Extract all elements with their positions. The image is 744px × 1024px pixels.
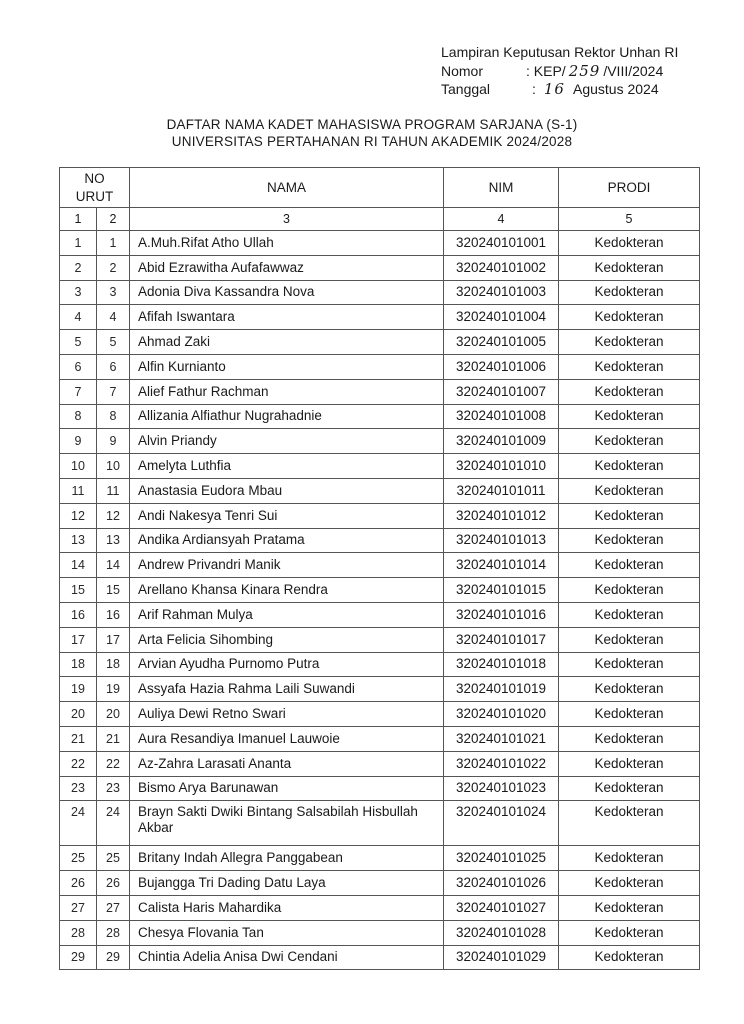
row-nim: 320240101024	[444, 801, 559, 846]
tanggal-colon: :	[532, 81, 536, 97]
row-number: 19	[60, 677, 97, 702]
index-cell: 2	[97, 208, 130, 231]
row-nama: Alief Fathur Rachman	[130, 379, 444, 404]
table-row	[60, 478, 700, 503]
decree-title-line: Lampiran Keputusan Rektor Unhan RI	[441, 44, 679, 60]
row-prodi: Kedokteran	[559, 945, 700, 970]
row-nim: 320240101009	[444, 429, 559, 454]
row-nama: Arellano Khansa Kinara Rendra	[130, 578, 444, 603]
row-urut: 28	[97, 920, 130, 945]
row-nama: Aura Resandiya Imanuel Lauwoie	[130, 726, 444, 751]
row-nama: Britany Indah Allegra Panggabean	[130, 846, 444, 871]
row-nim: 320240101018	[444, 652, 559, 677]
row-nim: 320240101011	[444, 478, 559, 503]
table-row	[60, 726, 700, 751]
index-cell: 3	[130, 208, 444, 231]
row-number: 21	[60, 726, 97, 751]
row-nim: 320240101006	[444, 354, 559, 379]
row-urut: 27	[97, 895, 130, 920]
row-nama: Andi Nakesya Tenri Sui	[130, 503, 444, 528]
row-nama: Arta Felicia Sihombing	[130, 627, 444, 652]
table-row	[60, 503, 700, 528]
row-prodi: Kedokteran	[559, 478, 700, 503]
table-row	[60, 553, 700, 578]
table-row	[60, 801, 700, 846]
row-urut: 18	[97, 652, 130, 677]
nomor-suffix: /VIII/2024	[603, 62, 664, 79]
row-urut: 4	[97, 305, 130, 330]
row-prodi: Kedokteran	[559, 553, 700, 578]
title-line-2: UNIVERSITAS PERTAHANAN RI TAHUN AKADEMIK 2024/2028	[171, 133, 573, 149]
table-row	[60, 846, 700, 871]
row-prodi: Kedokteran	[559, 871, 700, 896]
row-nim: 320240101028	[444, 920, 559, 945]
row-urut: 16	[97, 602, 130, 627]
row-prodi: Kedokteran	[559, 801, 700, 846]
row-nim: 320240101012	[444, 503, 559, 528]
row-urut: 17	[97, 627, 130, 652]
row-prodi: Kedokteran	[559, 231, 700, 256]
row-nama: Andrew Privandri Manik	[130, 553, 444, 578]
header-prodi: PRODI	[559, 168, 700, 208]
row-prodi: Kedokteran	[559, 404, 700, 429]
title-line-1: DAFTAR NAMA KADET MAHASISWA PROGRAM SARJANA (S-1)	[166, 117, 578, 132]
table-row	[60, 652, 700, 677]
row-number: 11	[60, 478, 97, 503]
table-row	[60, 354, 700, 379]
row-nim: 320240101005	[444, 330, 559, 355]
row-nim: 320240101001	[444, 231, 559, 256]
row-urut: 24	[97, 801, 130, 846]
row-nama: Abid Ezrawitha Aufafawwaz	[130, 255, 444, 280]
row-number: 5	[60, 330, 97, 355]
row-nama: Auliya Dewi Retno Swari	[130, 702, 444, 727]
row-nama: Calista Haris Mahardika	[130, 895, 444, 920]
row-nama: Arvian Ayudha Purnomo Putra	[130, 652, 444, 677]
tanggal-handwritten: 16	[543, 80, 565, 98]
row-urut: 2	[97, 255, 130, 280]
nomor-row	[441, 62, 678, 81]
row-urut: 23	[97, 776, 130, 801]
row-prodi: Kedokteran	[559, 379, 700, 404]
row-number: 3	[60, 280, 97, 305]
tanggal-rest: Agustus 2024	[572, 81, 659, 97]
row-urut: 25	[97, 846, 130, 871]
table-row	[60, 920, 700, 945]
row-nim: 320240101029	[444, 945, 559, 970]
table-row	[60, 776, 700, 801]
table-row	[60, 305, 700, 330]
row-nim: 320240101021	[444, 726, 559, 751]
row-number: 18	[60, 652, 97, 677]
table-header-row	[60, 168, 700, 208]
document-title	[0, 117, 744, 150]
row-nim: 320240101016	[444, 602, 559, 627]
row-nama: Ahmad Zaki	[130, 330, 444, 355]
row-prodi: Kedokteran	[559, 846, 700, 871]
row-number: 1	[60, 231, 97, 256]
row-nim: 320240101025	[444, 846, 559, 871]
table-row	[60, 528, 700, 553]
row-nim: 320240101022	[444, 751, 559, 776]
row-nama: Brayn Sakti Dwiki Bintang Salsabilah Hisbullah Akbar	[130, 801, 444, 846]
table-index-row	[60, 208, 700, 231]
row-urut: 12	[97, 503, 130, 528]
table-row	[60, 702, 700, 727]
row-nama: Arif Rahman Mulya	[130, 602, 444, 627]
table-row	[60, 871, 700, 896]
row-prodi: Kedokteran	[559, 751, 700, 776]
row-number: 24	[60, 801, 97, 846]
row-prodi: Kedokteran	[559, 305, 700, 330]
row-number: 9	[60, 429, 97, 454]
row-urut: 8	[97, 404, 130, 429]
table-row	[60, 578, 700, 603]
row-nim: 320240101014	[444, 553, 559, 578]
row-number: 20	[60, 702, 97, 727]
row-urut: 6	[97, 354, 130, 379]
row-number: 4	[60, 305, 97, 330]
row-number: 10	[60, 454, 97, 479]
row-nama: Anastasia Eudora Mbau	[130, 478, 444, 503]
table-row	[60, 454, 700, 479]
row-nim: 320240101019	[444, 677, 559, 702]
row-nama: A.Muh.Rifat Atho Ullah	[130, 231, 444, 256]
tanggal-label: Tanggal	[441, 81, 491, 97]
table-row	[60, 330, 700, 355]
row-number: 28	[60, 920, 97, 945]
row-urut: 5	[97, 330, 130, 355]
row-nim: 320240101015	[444, 578, 559, 603]
row-nim: 320240101020	[444, 702, 559, 727]
row-prodi: Kedokteran	[559, 503, 700, 528]
row-number: 25	[60, 846, 97, 871]
table-body	[60, 231, 700, 970]
row-prodi: Kedokteran	[559, 429, 700, 454]
row-prodi: Kedokteran	[559, 652, 700, 677]
header-no-line1: NO	[84, 170, 105, 186]
row-urut: 20	[97, 702, 130, 727]
row-nama: Bujangga Tri Dading Datu Laya	[130, 871, 444, 896]
row-nama: Assyafa Hazia Rahma Laili Suwandi	[130, 677, 444, 702]
row-number: 16	[60, 602, 97, 627]
row-nama: Chintia Adelia Anisa Dwi Cendani	[130, 945, 444, 970]
index-cell: 4	[444, 208, 559, 231]
row-nim: 320240101004	[444, 305, 559, 330]
row-urut: 7	[97, 379, 130, 404]
row-urut: 1	[97, 231, 130, 256]
row-prodi: Kedokteran	[559, 677, 700, 702]
row-nim: 320240101007	[444, 379, 559, 404]
row-prodi: Kedokteran	[559, 895, 700, 920]
row-number: 12	[60, 503, 97, 528]
row-urut: 21	[97, 726, 130, 751]
row-nim: 320240101023	[444, 776, 559, 801]
decree-reference	[441, 43, 678, 62]
table-row	[60, 379, 700, 404]
table-row	[60, 255, 700, 280]
table-row	[60, 280, 700, 305]
row-prodi: Kedokteran	[559, 354, 700, 379]
row-urut: 22	[97, 751, 130, 776]
row-number: 23	[60, 776, 97, 801]
row-urut: 19	[97, 677, 130, 702]
header-nama: NAMA	[130, 168, 444, 208]
row-urut: 11	[97, 478, 130, 503]
row-nama: Chesya Flovania Tan	[130, 920, 444, 945]
row-urut: 26	[97, 871, 130, 896]
row-number: 14	[60, 553, 97, 578]
row-prodi: Kedokteran	[559, 627, 700, 652]
row-prodi: Kedokteran	[559, 255, 700, 280]
row-nama: Az-Zahra Larasati Ananta	[130, 751, 444, 776]
row-number: 13	[60, 528, 97, 553]
table-row	[60, 945, 700, 970]
index-cell: 5	[559, 208, 700, 231]
table-row	[60, 895, 700, 920]
table-row	[60, 677, 700, 702]
row-number: 27	[60, 895, 97, 920]
table-row	[60, 429, 700, 454]
row-nim: 320240101008	[444, 404, 559, 429]
row-number: 17	[60, 627, 97, 652]
row-nama: Amelyta Luthfia	[130, 454, 444, 479]
table-row	[60, 627, 700, 652]
row-nim: 320240101027	[444, 895, 559, 920]
table-row	[60, 404, 700, 429]
row-prodi: Kedokteran	[559, 602, 700, 627]
row-prodi: Kedokteran	[559, 280, 700, 305]
row-number: 7	[60, 379, 97, 404]
decree-header	[441, 43, 678, 99]
header-no-line2: URUT	[75, 188, 114, 204]
table-row	[60, 751, 700, 776]
row-nim: 320240101017	[444, 627, 559, 652]
tanggal-row	[441, 80, 678, 99]
header-nim: NIM	[444, 168, 559, 208]
row-urut: 3	[97, 280, 130, 305]
row-prodi: Kedokteran	[559, 528, 700, 553]
row-urut: 13	[97, 528, 130, 553]
row-prodi: Kedokteran	[559, 726, 700, 751]
row-number: 22	[60, 751, 97, 776]
row-nama: Bismo Arya Barunawan	[130, 776, 444, 801]
row-nama: Afifah Iswantara	[130, 305, 444, 330]
row-number: 29	[60, 945, 97, 970]
row-prodi: Kedokteran	[559, 578, 700, 603]
row-nama: Alvin Priandy	[130, 429, 444, 454]
row-nama: Adonia Diva Kassandra Nova	[130, 280, 444, 305]
row-prodi: Kedokteran	[559, 454, 700, 479]
row-urut: 10	[97, 454, 130, 479]
row-nim: 320240101026	[444, 871, 559, 896]
row-nim: 320240101003	[444, 280, 559, 305]
row-nama: Alfin Kurnianto	[130, 354, 444, 379]
cadet-list-table	[59, 167, 700, 970]
row-prodi: Kedokteran	[559, 920, 700, 945]
header-no-urut	[60, 168, 130, 208]
row-number: 8	[60, 404, 97, 429]
row-number: 2	[60, 255, 97, 280]
row-prodi: Kedokteran	[559, 776, 700, 801]
row-urut: 9	[97, 429, 130, 454]
row-nim: 320240101013	[444, 528, 559, 553]
nomor-prefix: : KEP/	[526, 62, 566, 79]
row-nama: Allizania Alfiathur Nugrahadnie	[130, 404, 444, 429]
row-urut: 14	[97, 553, 130, 578]
index-cell: 1	[60, 208, 97, 231]
nomor-handwritten: 259	[568, 61, 601, 80]
table-row	[60, 231, 700, 256]
nomor-label: Nomor	[441, 62, 484, 79]
row-number: 15	[60, 578, 97, 603]
row-prodi: Kedokteran	[559, 330, 700, 355]
row-number: 26	[60, 871, 97, 896]
row-urut: 29	[97, 945, 130, 970]
row-urut: 15	[97, 578, 130, 603]
row-prodi: Kedokteran	[559, 702, 700, 727]
row-nim: 320240101002	[444, 255, 559, 280]
row-number: 6	[60, 354, 97, 379]
table-row	[60, 602, 700, 627]
row-nama: Andika Ardiansyah Pratama	[130, 528, 444, 553]
row-nim: 320240101010	[444, 454, 559, 479]
